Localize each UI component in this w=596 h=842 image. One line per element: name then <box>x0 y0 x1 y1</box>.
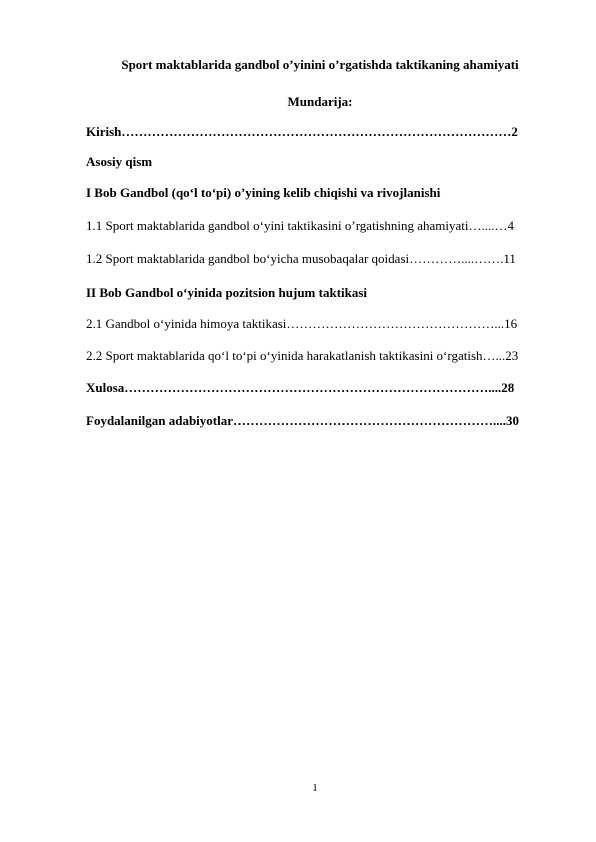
toc-entry-section-1-1: 1.1 Sport maktablarida gandbol o‘yini taktikasini o’rgatishning ahamiyati…....…4 <box>86 218 514 233</box>
document-title: Sport maktablarida gandbol o’yinini o’rgatishda taktikaning ahamiyati <box>121 57 519 72</box>
toc-entry-adabiyotlar: Foydalanilgan adabiyotlar……………………………………………………....30 <box>86 413 519 428</box>
toc-entry-chapter-1: I Bob Gandbol (qo‘l to‘pi) o’yining kelib chiqishi va rivojlanishi <box>86 185 441 200</box>
toc-entry-section-1-2: 1.2 Sport maktablarida gandbol bo‘yicha musobaqalar qoidasi…………....…….11 <box>86 251 516 266</box>
toc-entry-xulosa: Xulosa…………………………………………………………………………....28 <box>86 380 515 395</box>
toc-entry-asosiy-qism: Asosiy qism <box>86 154 153 169</box>
toc-entry-section-2-2: 2.2 Sport maktablarida qo‘l to‘pi o‘yinida harakatlanish taktikasini o‘rgatish…...23 <box>86 348 519 363</box>
contents-heading: Mundarija: <box>287 94 353 109</box>
toc-entry-section-2-1: 2.1 Gandbol o‘yinida himoya taktikasi…………………………………………...16 <box>86 316 518 331</box>
page-number: 1 <box>312 782 318 794</box>
toc-entry-kirish: Kirish………………………………………………………………………………2 <box>86 124 518 139</box>
toc-entry-chapter-2: II Bob Gandbol o‘yinida pozitsion hujum taktikasi <box>86 285 368 300</box>
